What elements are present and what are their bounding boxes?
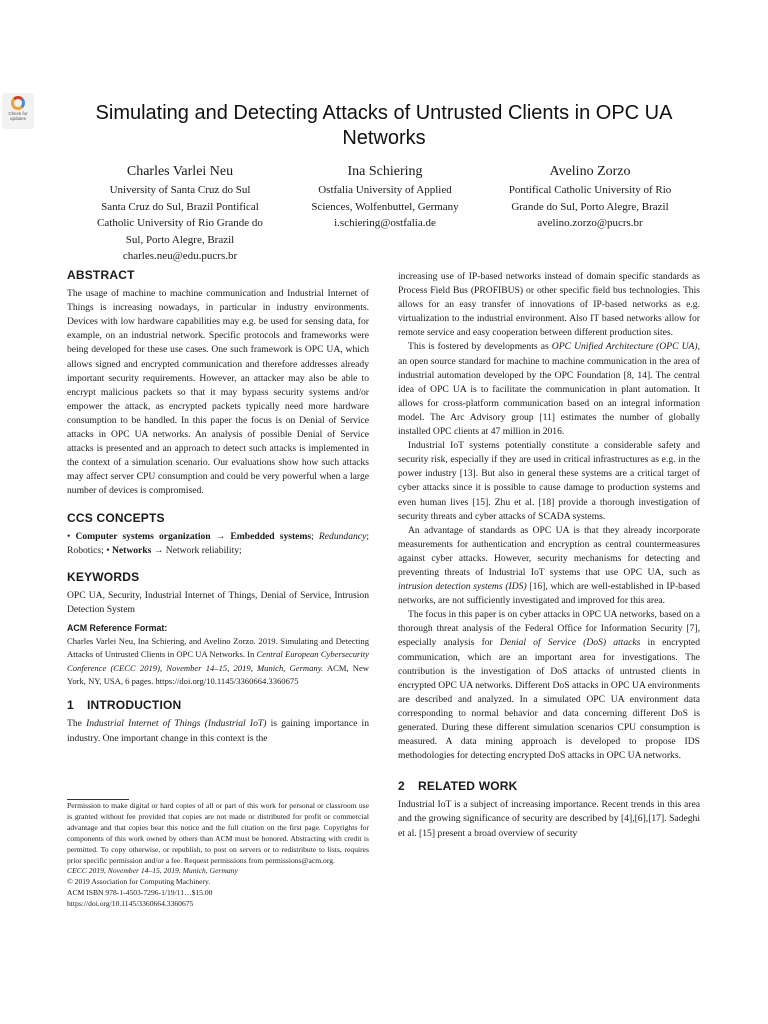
- body-text: The focus in this paper is on cyber attacks in OPC UA networks, based on a thorough threat analysis of the Federal Office for Information Security [7], especially analysis for: [398, 609, 700, 649]
- section-title: RELATED WORK: [418, 779, 518, 794]
- body-text: [16], which are well-established in IP-based networks, are not sufficiently investigated and improved for this area.: [398, 581, 700, 607]
- author-affiliation-line: Sciences, Wolfenbuttel, Germany: [311, 200, 459, 213]
- copyright-line: © 2019 Association for Computing Machinery.: [67, 877, 211, 887]
- left-column: [67, 268, 369, 746]
- ccs-term: Network reliability;: [165, 544, 242, 556]
- footnote-divider: [67, 799, 129, 800]
- check-for-updates-icon: [11, 96, 25, 110]
- author-affiliation-line: Sul, Porto Alegre, Brazil: [125, 233, 235, 246]
- copyright-footnote: [67, 801, 369, 910]
- ccs-separator: ;: [311, 530, 319, 542]
- check-for-updates-label: Check for updates: [8, 111, 28, 121]
- author-name: Charles Varlei Neu: [126, 164, 234, 179]
- author-affiliation-line: Pontifical Catholic University of Rio: [508, 184, 672, 196]
- arrow: →: [151, 544, 166, 556]
- author-affiliation-line: Catholic University of Rio Grande do: [97, 217, 263, 230]
- reference-format-text: [67, 635, 369, 688]
- isbn-line: ACM ISBN 978-1-4503-7296-1/19/11…$15.00: [67, 888, 213, 898]
- reference-venue: Central European Cybersecurity Conference (CECC 2019), November 14–15, 2019, Munich, Germany.: [67, 649, 369, 673]
- abstract-heading: ABSTRACT: [67, 268, 135, 282]
- body-text: in encrypted communication, which are an important area for investigations. The contribution is the investigation of DoS attacks of untrusted clients in encrypted OPC UA networks. Different DoS attacks in OPC UA environments are described and analyzed. In a simulated OPC UA environment data corresponding to normal behavior and data concerning different DoS is generated. During these different simulation scenarios CPU consumption is measured. A data mining approach is developed to propose IDS methodologies for detecting encrypted DoS attacks in OPC UA networks.: [398, 637, 700, 762]
- intro-paragraph: [67, 717, 369, 745]
- bullet: •: [106, 544, 110, 556]
- ccs-term: Networks: [111, 544, 152, 556]
- paper-title: Simulating and Detecting Attacks of Untrusted Clients in OPC UA Networks: [95, 102, 673, 149]
- related-work-paragraph: Industrial IoT is a subject of increasing importance. Recent trends in this area and the growing significance of security are described by [4],[6],[17]. Sadeghi et al. [15] present a broad overview of security: [398, 799, 700, 839]
- body-text: This is fostered by developments as: [408, 341, 552, 353]
- ccs-term: ; Robotics;: [67, 530, 369, 556]
- author-block-3: [480, 163, 700, 232]
- author-name: Avelino Zorzo: [549, 164, 631, 179]
- section-heading-related-work: [398, 779, 700, 793]
- author-affiliation-line: Grande do Sul, Porto Alegre, Brazil: [511, 200, 669, 213]
- intro-text: The: [67, 718, 87, 730]
- reference-text: Charles Varlei Neu, Ina Schiering, and Avelino Zorzo. 2019. Simulating and Detecting Attacks of Untrusted Clients in OPC UA Networks. In: [67, 636, 369, 660]
- body-paragraph: Industrial IoT systems potentially constitute a considerable safety and security risk, especially if they are used in critical infrastructures as e.g. in the power industry [13]. But also in general these systems are a critical target of cyber attacks since it is possible to cause damage to production systems and even human lives [15]. Zhu et al. [18] provide a thorough investigation of security threats and cyber attacks of SCADA systems.: [398, 440, 700, 522]
- body-term: intrusion detection systems (IDS): [398, 581, 527, 593]
- body-paragraph: increasing use of IP-based networks instead of domain specific standards as Process Field Bus (PROFIBUS) or other specific field bus technologies. This allows for an easy transfer of innovations of IP-based networks as e.g. virtualization to the industrial environment. Also IT based networks allow for remote service and easy cooperation between different production sites.: [398, 271, 700, 339]
- body-text: , an open source standard for machine to machine communication in the area of industrial automation developed by the OPC Foundation [8, 14]. The central idea of OPC UA is to facilitate the communication in plant automation. It allows for cross-platform communication based on an integral information model. The Arc Advisory group [11] estimates the number of globally installed OPC clients at 47 million in 2016.: [398, 341, 700, 438]
- body-text: An advantage of standards as OPC UA is that they already incorporate measurements for authentication and encryption as central countermeasures against cyber attacks. However, security mechanisms for detecting and preventing threats of Industrial IoT systems that use OPC UA, such as: [398, 524, 700, 578]
- author-block-2: [280, 163, 490, 232]
- author-affiliation-line: University of Santa Cruz do Sul: [109, 184, 251, 196]
- author-name: Ina Schiering: [347, 164, 423, 179]
- arrow: →: [210, 530, 231, 542]
- permission-notice: Permission to make digital or hard copies of all or part of this work for personal or classroom use is granted without fee provided that copies are not made or distributed for profit or commercial advantage and that copies bear this notice and the full citation on the first page. Copyrights for components of this work owned by others than ACM must be honored. Abstracting with credit is permitted. To copy otherwise, or republish, to post on servers or to redistribute to lists, requires prior specific permission and/or a fee. Request permissions from permissions@acm.org.: [67, 801, 369, 865]
- intro-text: is gaining importance in industry. One important change in this context is the: [67, 718, 369, 744]
- abstract-text: The usage of machine to machine communication and Industrial Internet of Things is increasing nowadays, in particular in industry environments. Devices with low hardware capabilities may e.g. be used for sensing data, for example, on an industrial network. Specific protocols and frameworks were being developed for these use cases. One such framework is OPC UA, which allows signed and encrypted communication and therefore addresses already important security requirements. However, an attacker may also be able to encrypt malicious packets so that it may bypass security systems and/or empower the attack, as encrypted packets typically need more hardware consumption to be handled. In this paper the focus is on Denial of Service attacks in OPC UA networks. An analysis of possible Denial of Service attacks is presented and an approach to detect such attacks is implemented in the context of a simulation scenario. Our evaluations show how such attacks may affect server CPU consumption and could be very powerful when a large number of devices is compromised.: [67, 288, 369, 497]
- keywords-text: OPC UA, Security, Industrial Internet of Things, Denial of Service, Intrusion Detection System: [67, 589, 369, 615]
- ccs-term: Embedded systems: [230, 530, 312, 542]
- body-paragraph: [398, 608, 700, 763]
- section-number: 2: [398, 779, 405, 794]
- body-paragraph: [398, 340, 700, 439]
- bullet: •: [67, 530, 71, 542]
- section-heading-introduction: [67, 698, 369, 712]
- doi-line: https://doi.org/10.1145/3360664.3360675: [67, 899, 194, 909]
- author-affiliation-line: Ostfalia University of Applied: [318, 184, 452, 196]
- reference-format-heading: ACM Reference Format:: [67, 623, 168, 634]
- ccs-term: Redundancy: [318, 530, 367, 542]
- ccs-heading: CCS CONCEPTS: [67, 510, 165, 525]
- conference-line: CECC 2019, November 14–15, 2019, Munich, Germany: [67, 866, 238, 876]
- body-term: Denial of Service (DoS) attacks: [499, 637, 641, 649]
- author-affiliation-line: Santa Cruz do Sul, Brazil Pontifical: [101, 200, 259, 213]
- body-paragraph: [398, 524, 700, 609]
- author-email: charles.neu@edu.pucrs.br: [122, 250, 238, 263]
- body-term: OPC Unified Architecture (OPC UA): [551, 341, 698, 353]
- section-number: 1: [67, 698, 74, 713]
- check-for-updates-badge[interactable]: [2, 93, 34, 129]
- author-email: i.schiering@ostfalia.de: [334, 217, 436, 230]
- intro-term: Industrial Internet of Things (Industrial IoT): [86, 718, 267, 730]
- ccs-term: Computer systems organization: [75, 530, 211, 542]
- author-email: avelino.zorzo@pucrs.br: [537, 217, 643, 230]
- ccs-concepts: [67, 530, 369, 558]
- author-block-1: [70, 163, 290, 265]
- right-column: [398, 270, 700, 841]
- keywords-heading: KEYWORDS: [67, 569, 140, 584]
- reference-text: ACM, New York, NY, USA, 6 pages. https://doi.org/10.1145/3360664.3360675: [67, 662, 369, 687]
- section-title: INTRODUCTION: [87, 698, 182, 713]
